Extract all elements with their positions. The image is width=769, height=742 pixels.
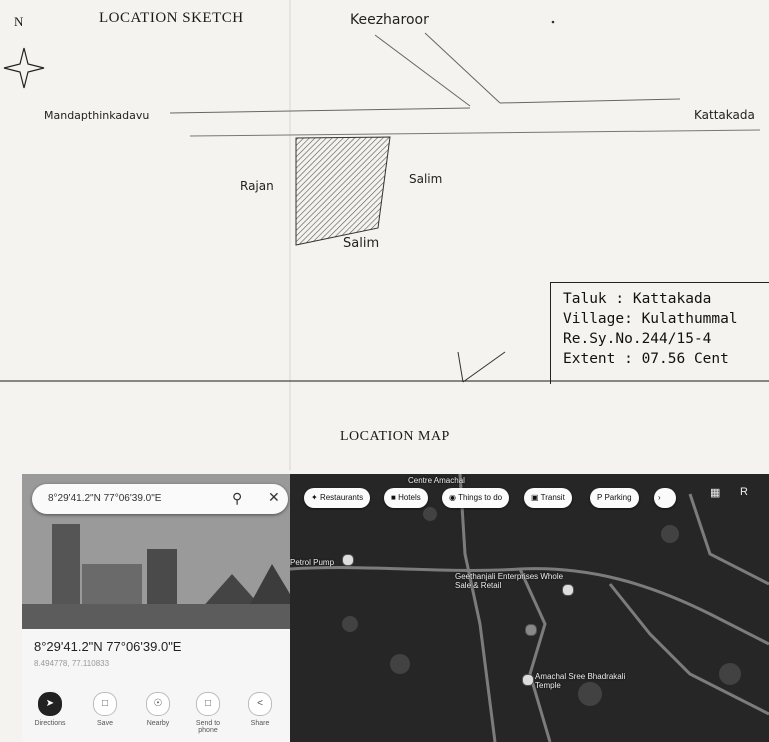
close-icon[interactable]: ✕ — [268, 489, 280, 505]
nearby-icon: ☉ — [146, 692, 170, 716]
chip-parking-label: Parking — [604, 493, 632, 502]
road-label-north: Keezharoor — [350, 12, 429, 28]
place-coordinates-decimal: 8.494778, 77.110833 — [34, 659, 110, 668]
chip-restaurants[interactable] — [304, 488, 370, 508]
more-chips-button[interactable]: › — [654, 488, 676, 508]
map-label-petrol-pump: Petrol Pump — [290, 558, 335, 567]
enterprises-pin[interactable] — [562, 584, 574, 596]
directions-icon: ➤ — [38, 692, 62, 716]
temple-pin[interactable] — [522, 674, 534, 686]
chip-things-to-do-label: Things to do — [458, 493, 503, 502]
chip-things-to-do[interactable] — [442, 488, 509, 508]
hotel-icon: ■ — [391, 493, 396, 502]
road-label-west: Mandapthinkadavu — [44, 109, 150, 122]
map-roads — [290, 474, 769, 742]
directions-label: Directions — [34, 720, 66, 727]
survey-number-text: Re.Sy.No.244/15-4 — [563, 331, 712, 347]
bookmark-icon: □ — [93, 692, 117, 716]
petrol-pump-pin[interactable] — [342, 554, 354, 566]
search-box[interactable] — [32, 484, 288, 514]
road-east-upper — [500, 99, 680, 103]
action-buttons — [30, 692, 290, 742]
save-label: Save — [97, 720, 113, 727]
village-text: Village: Kulathummal — [563, 311, 738, 327]
place-coordinates-title: 8°29'41.2"N 77°06'39.0"E — [34, 639, 182, 654]
restaurant-icon: ✦ — [311, 493, 318, 502]
road-north-right — [425, 33, 500, 103]
road-west-upper — [170, 108, 470, 113]
location-map-heading: LOCATION MAP — [340, 429, 450, 444]
north-label: N — [14, 14, 24, 29]
compass-icon — [4, 48, 44, 88]
send-to-phone-label: Send to phone — [195, 720, 221, 734]
boundary-south-label: Salim — [343, 236, 380, 251]
nearby-button[interactable] — [138, 692, 178, 727]
save-button[interactable] — [85, 692, 125, 727]
boundary-west-label: Rajan — [240, 179, 274, 193]
account-icon[interactable]: R — [740, 486, 748, 498]
chip-hotels-label: Hotels — [398, 493, 421, 502]
apps-grid-icon[interactable]: ▦ — [710, 487, 721, 499]
chip-transit[interactable] — [524, 488, 572, 508]
location-marker-pin[interactable] — [525, 624, 537, 636]
chip-transit-label: Transit — [540, 493, 565, 502]
transit-icon: ▣ — [531, 493, 539, 502]
sketch-title: LOCATION SKETCH — [99, 10, 244, 26]
extent-text: Extent : 07.56 Cent — [563, 351, 729, 367]
nearby-label: Nearby — [146, 720, 170, 727]
share-label: Share — [250, 720, 270, 727]
street-view-thumbnail[interactable] — [22, 474, 290, 629]
phone-icon: □ — [196, 692, 220, 716]
boundary-east-label: Salim — [409, 172, 443, 186]
camera-icon: ◉ — [449, 493, 456, 502]
share-button[interactable] — [240, 692, 280, 727]
road-north-left — [375, 35, 470, 106]
search-icon[interactable]: ⚲ — [232, 490, 243, 506]
place-panel — [22, 474, 290, 742]
search-input[interactable]: 8°29'41.2"N 77°06'39.0"E — [48, 493, 162, 504]
chip-parking[interactable] — [590, 488, 639, 508]
map-label-centre-amachal: Centre Amachal — [408, 476, 465, 485]
parking-icon: P — [597, 493, 603, 502]
map-label-enterprises: Geethanjali Enterprises Whole Sale & Retail — [455, 572, 564, 590]
dot-mark — [552, 21, 555, 24]
directions-button[interactable] — [30, 692, 70, 727]
share-icon: < — [248, 692, 272, 716]
property-info-box — [550, 282, 769, 384]
road-label-east: Kattakada — [694, 108, 755, 122]
send-to-phone-button[interactable] — [188, 692, 228, 734]
chip-restaurants-label: Restaurants — [319, 493, 364, 502]
road-lower — [190, 130, 760, 136]
plot-hatched — [296, 137, 390, 245]
chip-hotels[interactable] — [384, 488, 428, 508]
scribble-mark — [458, 352, 505, 382]
map-label-temple: Amachal Sree Bhadrakali Temple — [535, 672, 626, 690]
map-screenshot — [22, 474, 769, 742]
taluk-text: Taluk : Kattakada — [563, 291, 712, 307]
satellite-map[interactable] — [290, 474, 769, 742]
